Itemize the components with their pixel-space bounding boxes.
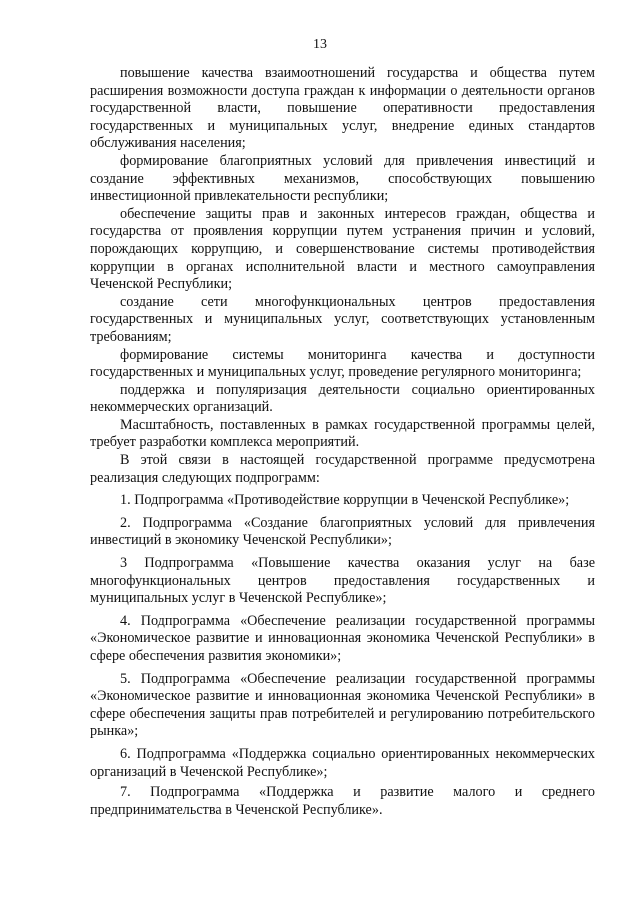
paragraph: повышение качества взаимоотношений государства и общества путем расширения возможности доступа граждан к информации о деятельности органов государственной власти, повышение оперативности предоставления государственных и муниципальных услуг, внедрение единых стандартов обслуживания населения; [90, 65, 595, 152]
page-number: 13 [313, 37, 327, 52]
paragraph: Масштабность, поставленных в рамках государственной программы целей, требует разработки комплекса мероприятий. [90, 416, 595, 451]
subprogram-item: 1. Подпрограмма «Противодействие коррупции в Чеченской Республике»; [120, 492, 570, 509]
paragraph: создание сети многофункциональных центров предоставления государственных и муниципальных услуг, соответствующих установленным требованиям; [90, 293, 595, 345]
subprogram-item: 4. Подпрограмма «Обеспечение реализации государственной программы «Экономическое развитие и инновационная экономика Чеченской Республики» в сфере обеспечения развития экономики»; [90, 612, 595, 664]
subprogram-item: 2. Подпрограмма «Создание благоприятных условий для привлечения инвестиций в экономику Чеченской Республики»; [90, 514, 595, 549]
document-body [90, 65, 595, 819]
subprogram-item: 3 Подпрограмма «Повышение качества оказания услуг на базе многофункциональных центров предоставления государственных и муниципальных услуг в Чеченской Республике»; [90, 555, 595, 607]
paragraph: формирование системы мониторинга качества и доступности государственных и муниципальных услуг, проведение регулярного мониторинга; [90, 346, 595, 381]
subprogram-item: 5. Подпрограмма «Обеспечение реализации государственной программы «Экономическое развитие и инновационная экономика Чеченской Республики» в сфере обеспечения защиты прав потребителей и регулированию потребительского рынка»; [90, 670, 595, 740]
paragraph: обеспечение защиты прав и законных интересов граждан, общества и государства от проявления коррупции путем устранения причин и условий, порождающих коррупцию, и совершенствование системы противодействия коррупции в органах исполнительной власти и местного самоуправления Чеченской Республики; [90, 205, 595, 293]
subprogram-item: 6. Подпрограмма «Поддержка социально ориентированных некоммерческих организаций в Чеченской Республике»; [90, 745, 595, 780]
paragraph: В этой связи в настоящей государственной программе предусмотрена реализация следующих подпрограмм: [90, 452, 595, 486]
subprogram-item: 7. Подпрограмма «Поддержка и развитие малого и среднего предпринимательства в Чеченской Республике». [90, 784, 595, 818]
paragraph: поддержка и популяризация деятельности социально ориентированных некоммерческих организаций. [90, 381, 595, 416]
paragraph: формирование благоприятных условий для привлечения инвестиций и создание эффективных механизмов, способствующих повышению инвестиционной привлекательности республики; [90, 152, 595, 205]
